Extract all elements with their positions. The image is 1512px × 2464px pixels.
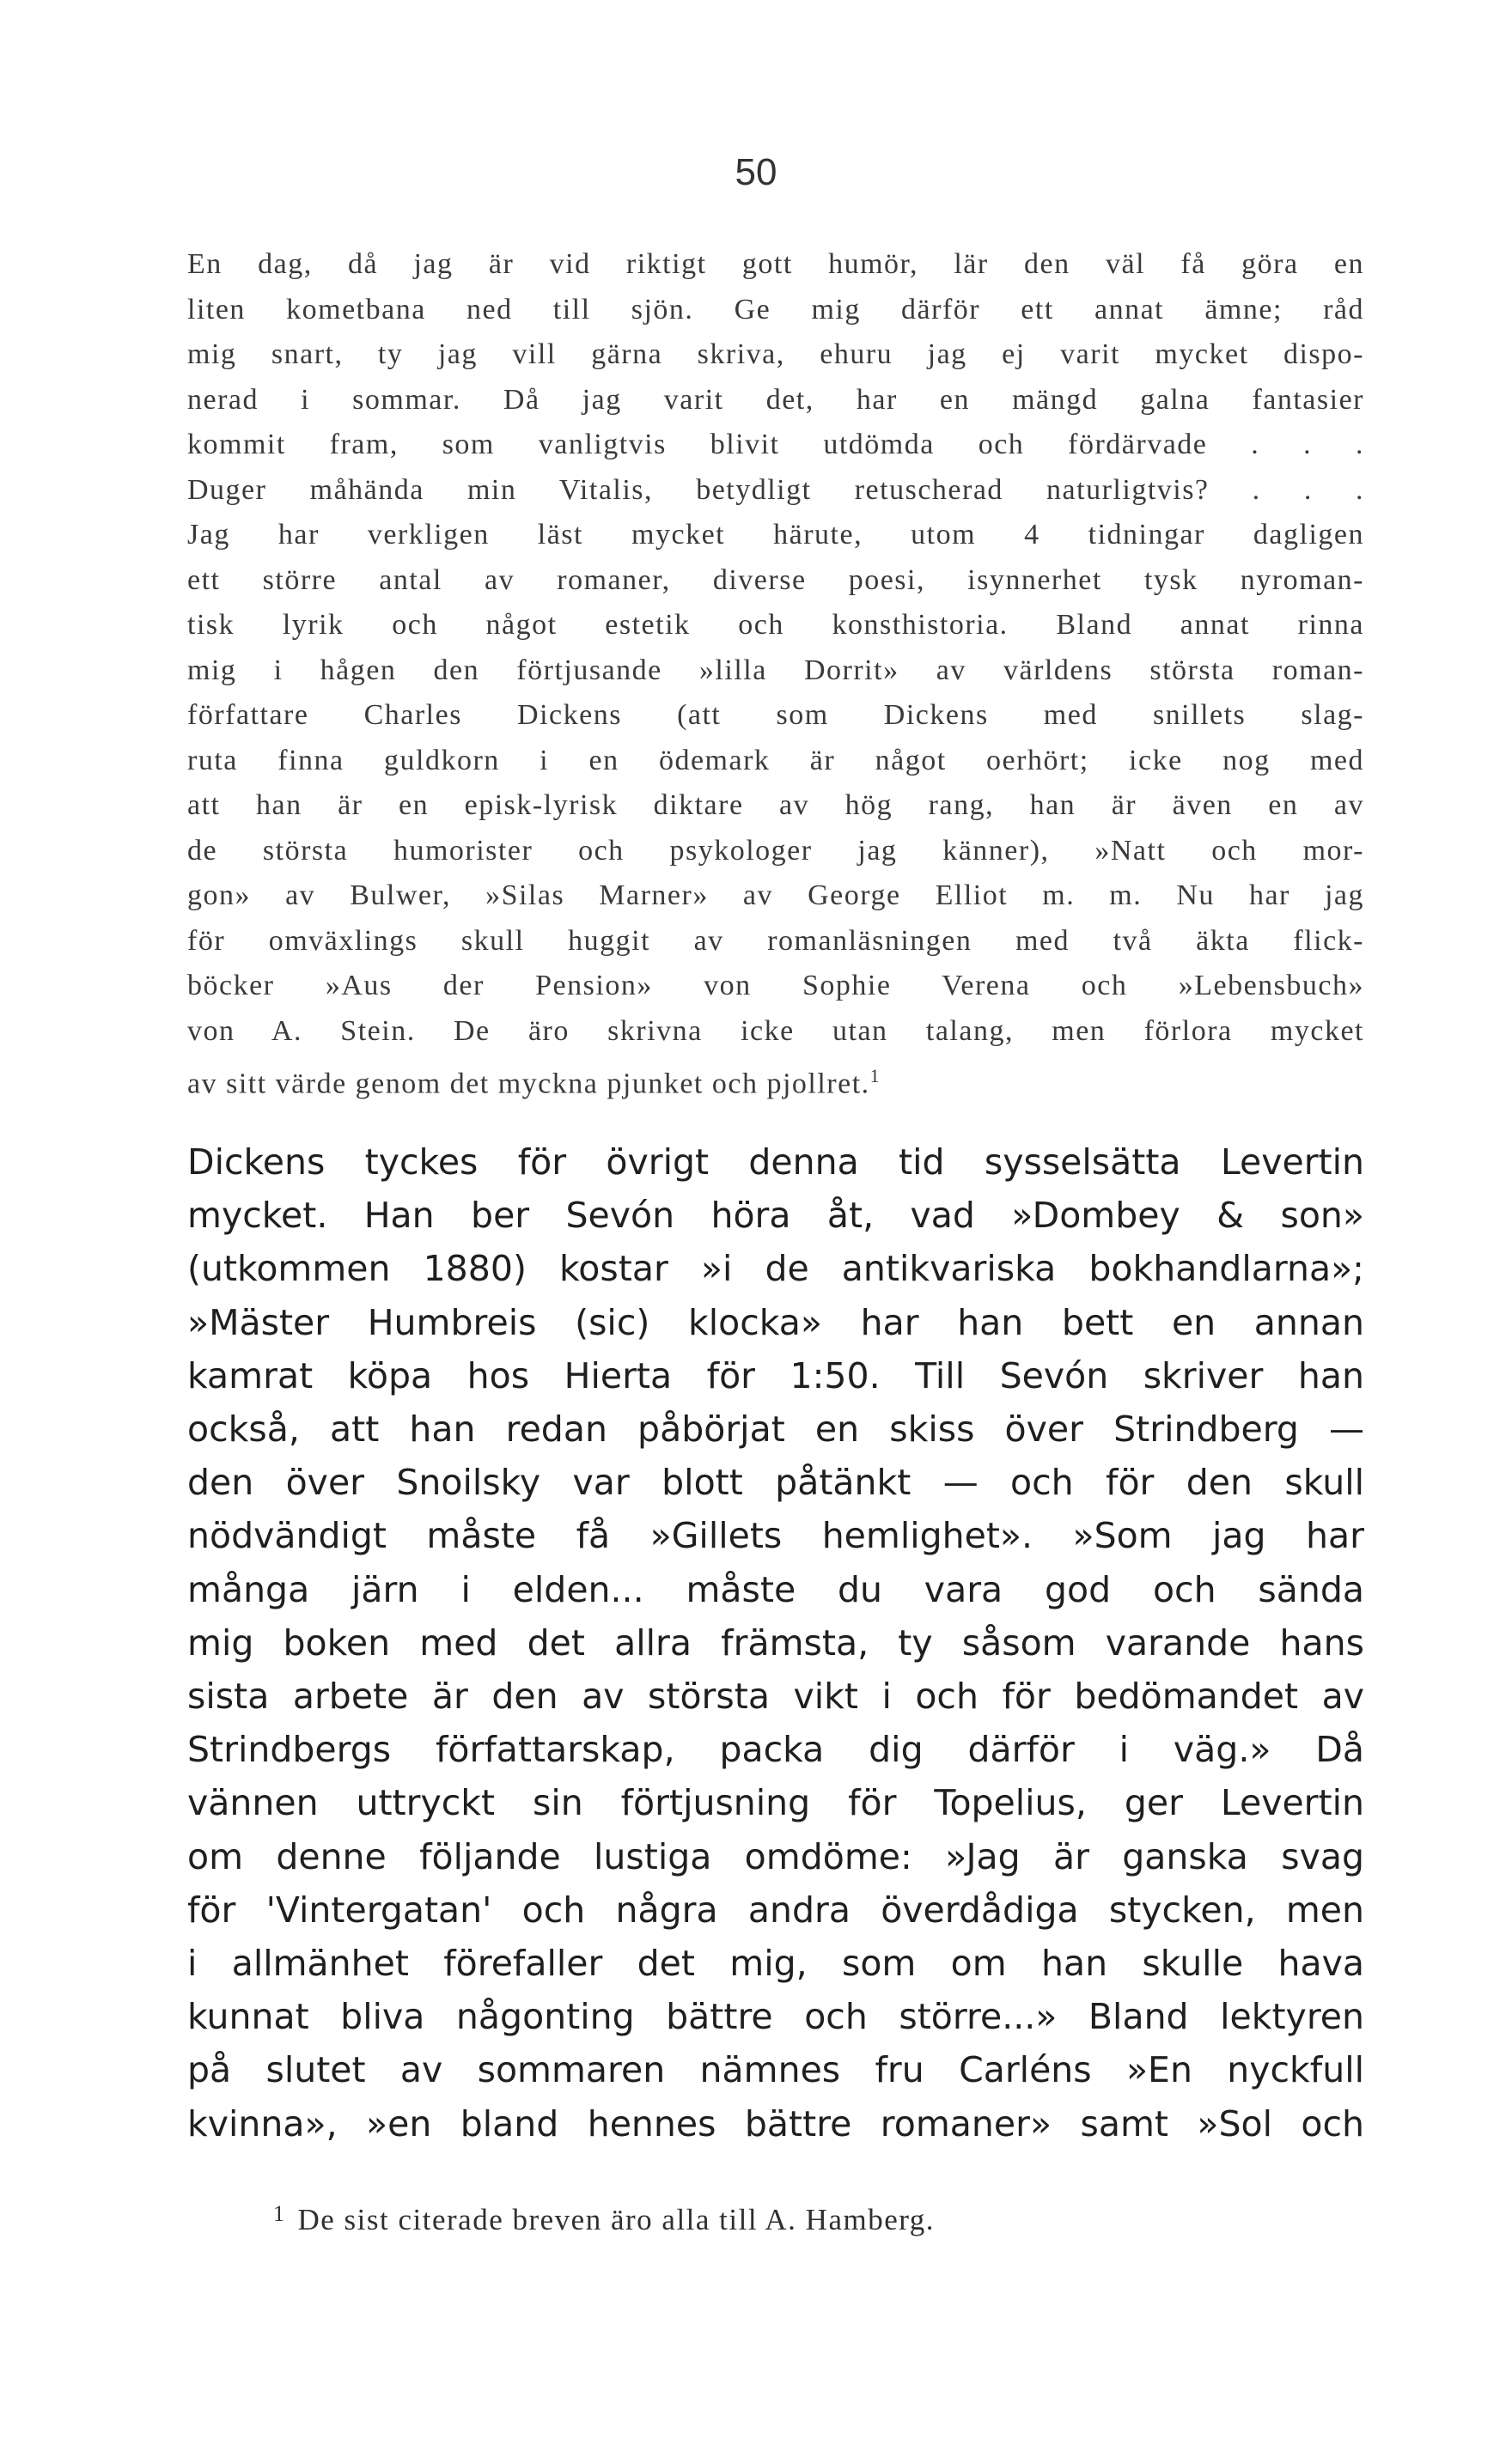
footnote-marker: 1 <box>273 2201 286 2226</box>
quote-line: Duger måhända min Vitalis, betydligt retuscherad naturligtvis? . . . <box>187 473 1364 506</box>
body-line: också, att han redan påbörjat en skiss över Strindberg — <box>187 1408 1364 1451</box>
footnote-reference: 1 <box>869 1065 881 1086</box>
body-line: mig boken med det allra främsta, ty såsom varande hans <box>187 1621 1364 1664</box>
body-line: på slutet av sommaren nämnes fru Carléns »En nyckfull <box>187 2049 1364 2091</box>
quote-line: kommit fram, som vanligtvis blivit utdömda och fördärvade . . . <box>187 429 1364 460</box>
footnote-text: De sist citerade breven äro alla till A. Hamberg. <box>297 2203 936 2236</box>
page-number: 50 <box>735 151 777 193</box>
quote-line: att han är en episk-lyrisk diktare av hög rang, han är även en av <box>187 789 1364 821</box>
body-line: om denne följande lustiga omdöme: »Jag är ganska svag <box>187 1835 1364 1877</box>
quote-line: En dag, då jag är vid riktigt gott humör, lär den väl få göra en <box>187 248 1364 280</box>
quote-line: ruta finna guldkorn i en ödemark är något oerhört; icke nog med <box>187 744 1364 776</box>
quote-line: de största humorister och psykologer jag känner), »Natt och mor- <box>187 834 1364 867</box>
footnote <box>273 2192 1356 2242</box>
body-line: många järn i elden... måste du vara god och sända <box>187 1568 1364 1610</box>
body-line: mycket. Han ber Sevón höra åt, vad »Dombey & son» <box>187 1195 1364 1237</box>
quote-line: gon» av Bulwer, »Silas Marner» av George Elliot m. m. Nu har jag <box>187 879 1364 911</box>
quote-line: för omväxlings skull huggit av romanläsningen med två äkta flick- <box>187 924 1364 957</box>
quote-line-last <box>187 1054 1364 1107</box>
main-body-text <box>187 1135 1364 2151</box>
body-line: vännen uttryckt sin förtjusning för Topelius, ger Levertin <box>187 1782 1364 1824</box>
quote-line: ett större antal av romaner, diverse poesi, isynnerhet tysk nyroman- <box>187 563 1364 596</box>
quote-line: Jag har verkligen läst mycket härute, utom 4 tidningar dagligen <box>187 519 1364 551</box>
quote-line: böcker »Aus der Pension» von Sophie Verena och »Lebensbuch» <box>187 970 1364 1001</box>
body-line: för 'Vintergatan' och några andra överdådiga stycken, men <box>187 1889 1364 1931</box>
quote-line: nerad i sommar. Då jag varit det, har en mängd galna fantasier <box>187 383 1364 416</box>
quote-line: mig i hågen den förtjusande »lilla Dorrit» av världens största roman- <box>187 654 1364 686</box>
quote-line-text: av sitt värde genom det myckna pjunket och pjollret. <box>187 1068 870 1100</box>
quote-line: von A. Stein. De äro skrivna icke utan talang, men förlora mycket <box>187 1014 1364 1047</box>
body-line: Strindbergs författarskap, packa dig därför i väg.» Då <box>187 1729 1364 1771</box>
body-line: den över Snoilsky var blott påtänkt — och för den skull <box>187 1462 1364 1504</box>
body-line: i allmänhet förefaller det mig, som om han skulle hava <box>187 1943 1364 1985</box>
body-line: kvinna», »en bland hennes bättre romaner» samt »Sol och <box>187 2102 1364 2145</box>
body-line: Dickens tyckes för övrigt denna tid sysselsätta Levertin <box>187 1141 1364 1183</box>
quote-line: mig snart, ty jag vill gärna skriva, ehuru jag ej varit mycket dispo- <box>187 338 1364 370</box>
body-line: nödvändigt måste få »Gillets hemlighet». »Som jag har <box>187 1515 1364 1557</box>
quote-line: tisk lyrik och något estetik och konsthistoria. Bland annat rinna <box>187 609 1364 641</box>
quote-line: författare Charles Dickens (att som Dickens med snillets slag- <box>187 699 1364 731</box>
quote-line: liten kometbana ned till sjön. Ge mig därför ett annat ämne; råd <box>187 293 1364 325</box>
quoted-letter-excerpt <box>187 242 1364 1107</box>
body-line: sista arbete är den av största vikt i och för bedömandet av <box>187 1676 1364 1718</box>
body-line: (utkommen 1880) kostar »i de antikvariska bokhandlarna»; <box>187 1248 1364 1290</box>
body-line: kamrat köpa hos Hierta för 1:50. Till Sevón skriver han <box>187 1354 1364 1396</box>
body-line: kunnat bliva någonting bättre och större...» Bland lektyren <box>187 1996 1364 2038</box>
body-line: »Mäster Humbreis (sic) klocka» har han bett en annan <box>187 1301 1364 1343</box>
